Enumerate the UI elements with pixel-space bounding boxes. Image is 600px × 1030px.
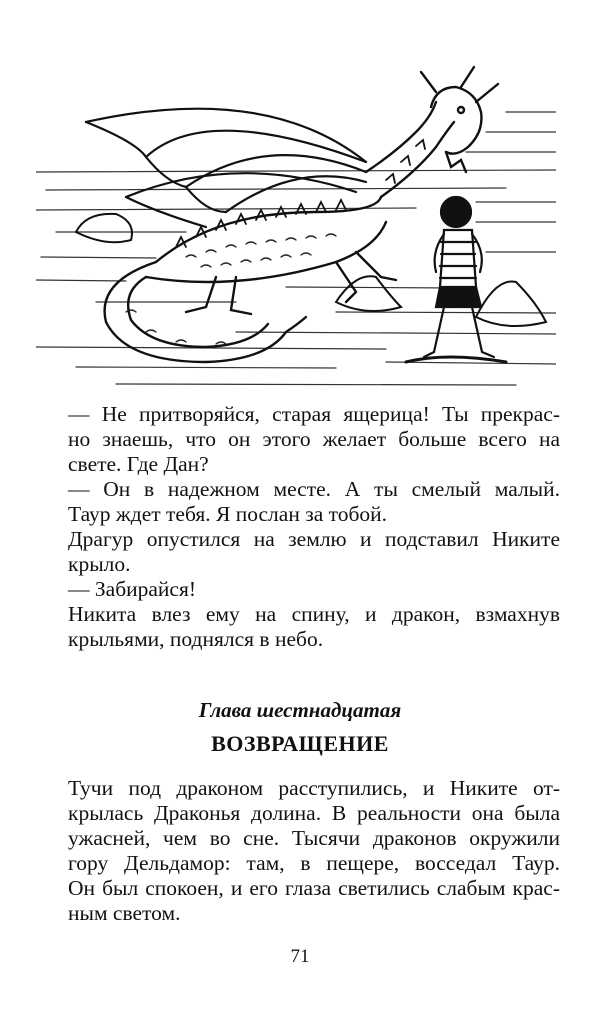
text-line: Таур ждет тебя. Я послан за тобой. (68, 502, 388, 526)
chapter-title: ВОЗВРАЩЕНИЕ (211, 731, 389, 756)
text-line: — Не притворяйся, старая ящерица! Ты прекрас- (68, 402, 560, 426)
text-line: крылась Драконья долина. В реальности она была (68, 801, 560, 825)
text-line: Никита влез ему на спину, и дракон, взмахнув (68, 602, 560, 626)
text-line: но знаешь, что он этого желает больше всего на (68, 427, 560, 451)
text-line: Он был спокоен, и его глаза светились слабым крас- (68, 876, 560, 900)
chapter-body-text (68, 776, 560, 926)
text-line: крыло. (68, 552, 131, 576)
text-line: свете. Где Дан? (68, 452, 209, 476)
dialog-text (68, 402, 560, 652)
text-line: Тучи под драконом расступились, и Никите от- (68, 776, 560, 800)
text-line: крыльями, поднялся в небо. (68, 627, 324, 651)
text-line: ужасней, чем во сне. Тысячи драконов окружили (68, 826, 560, 850)
dragon-and-boy-illustration (36, 62, 556, 392)
text-line: — Забирайся! (68, 577, 197, 601)
text-line: гору Дельдамор: там, в пещере, восседал Таур. (68, 851, 560, 875)
chapter-subtitle: Глава шестнадцатая (198, 698, 402, 722)
text-line: Драгур опустился на землю и подставил Никите (68, 527, 560, 551)
text-line: ным светом. (68, 901, 181, 925)
text-line: — Он в надежном месте. А ты смелый малый. (68, 477, 560, 501)
page-number: 71 (290, 946, 310, 967)
